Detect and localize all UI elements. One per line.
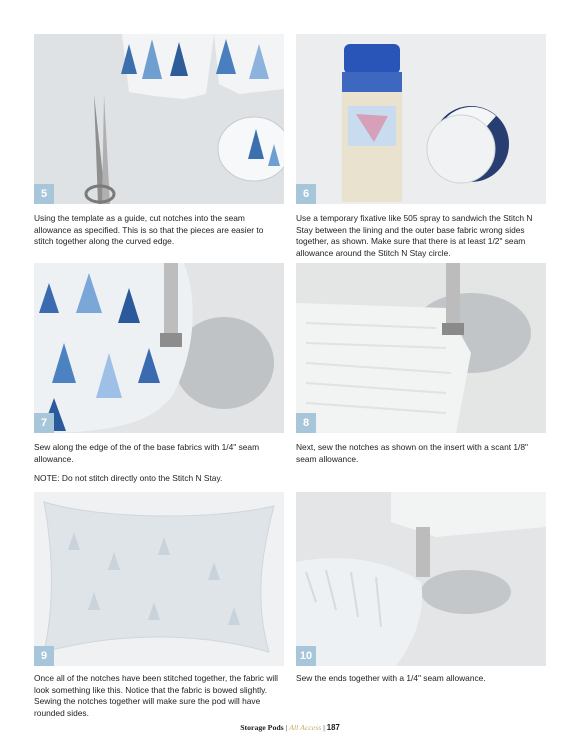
footer-publication: All Access: [289, 723, 322, 732]
step-number-badge: 10: [296, 646, 316, 666]
step-number-badge: 5: [34, 184, 54, 204]
step-note-text: NOTE: Do not stitch directly onto the Stitch N Stay.: [34, 473, 223, 484]
step-8-caption: [296, 442, 548, 465]
step-5-caption: [34, 213, 280, 248]
scissors-fabric-illustration: [34, 34, 284, 204]
sewing-machine-fabric-illustration: [34, 263, 284, 433]
step-number-badge: 8: [296, 413, 316, 433]
step-caption-text: Use a temporary fixative like 505 spray to sandwich the Stitch N Stay between the lining and the outer base fabric wrong sides together, as shown. Make sure that there is at least 1/2" seam allowance around the Stitch N Stay circle.: [296, 213, 533, 258]
step-9-photo: [34, 492, 284, 666]
step-caption-text: Once all of the notches have been stitched together, the fabric will look something like this. Notice that the fabric is bowed slightly. Sewing the notches together will make sure the pod will have rounded sides.: [34, 673, 278, 718]
step-6-caption: [296, 213, 548, 259]
step-8-photo: [296, 263, 546, 433]
footer-separator: |: [285, 723, 288, 732]
step-caption-text: Using the template as a guide, cut notches into the seam allowance as specified. This is so that the pieces are easier to stitch together along the curved edge.: [34, 213, 264, 247]
footer-separator: |: [323, 723, 325, 732]
step-caption-text: Sew the ends together with a 1/4" seam allowance.: [296, 673, 486, 683]
page-number: 187: [326, 723, 340, 732]
step-6-photo: [296, 34, 546, 204]
bowed-fabric-illustration: [34, 492, 284, 666]
step-5-photo: [34, 34, 284, 204]
spray-can-illustration: [296, 34, 546, 204]
page-footer: [0, 723, 580, 732]
step-7-caption: [34, 442, 280, 485]
step-caption-text: Next, sew the notches as shown on the insert with a scant 1/8" seam allowance.: [296, 442, 529, 464]
step-number-badge: 9: [34, 646, 54, 666]
step-7-photo: [34, 263, 284, 433]
step-10-caption: [296, 673, 548, 685]
step-9-caption: [34, 673, 280, 719]
step-number-badge: 6: [296, 184, 316, 204]
end-seam-illustration: [296, 492, 546, 666]
step-10-photo: [296, 492, 546, 666]
notch-sewing-illustration: [296, 263, 546, 433]
footer-section-title: Storage Pods: [240, 723, 284, 732]
step-number-badge: 7: [34, 413, 54, 433]
step-caption-text: Sew along the edge of the of the base fabrics with 1/4" seam allowance.: [34, 442, 260, 464]
